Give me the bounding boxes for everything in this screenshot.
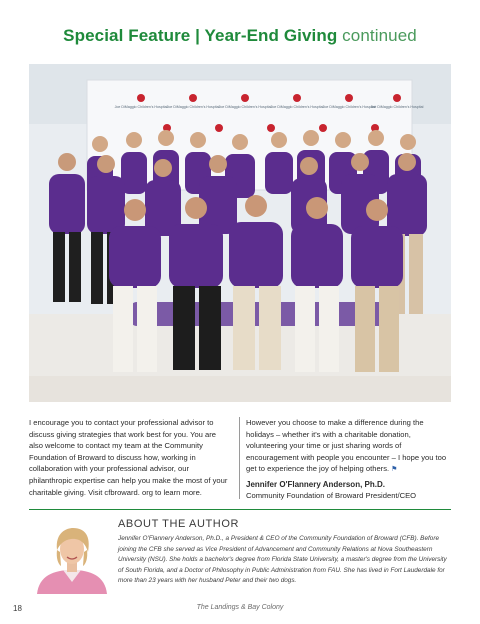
banner-text: Joe DiMaggio Children's Hospital	[370, 105, 424, 109]
signature-title: Community Foundation of Broward President/CEO	[246, 490, 417, 500]
column-divider	[239, 417, 240, 499]
header-continued: continued	[342, 26, 417, 45]
flag-icon: ⚑	[391, 466, 398, 474]
banner-text: Joe DiMaggio Children's Hospital	[166, 105, 220, 109]
publication-footer: The Landings & Bay Colony	[196, 604, 284, 611]
article-paragraph: I encourage you to contact your professional advisor to discuss giving strategies that work best for you. You are also welcome to contact my team at the Community Foundation of Broward to discuss how, working in collaboration with your professional advisor, our philanthropic expertise can help you make the most of your charitable giving. Visit cfbroward. org to learn more.	[29, 418, 228, 497]
author-bio: Jennifer O'Flannery Anderson, Ph.D., a President & CEO of the Community Foundation of Broward (CFB). Before joining the CFB she served as Vice President of Advancement and Community Relations at Nova Southeastern University (NSU). She holds a bachelor's degree from Florida State University, a master's degree from the University of South Florida, and a Doctor of Philosophy in Public Administration from FAU. She has lived in Fort Lauderdale for more than 23 years with her husband Peter and their two dogs.	[118, 535, 447, 585]
article-right-column	[246, 417, 451, 501]
header-title: Special Feature | Year-End Giving	[63, 26, 338, 45]
article-left-column	[29, 417, 231, 498]
banner-text: Joe DiMaggio Children's Hospital	[270, 105, 324, 109]
group-photo	[29, 64, 451, 402]
banner-text: Joe DiMaggio Children's Hospital	[114, 105, 168, 109]
page-number: 18	[13, 604, 22, 613]
signature-name: Jennifer O'Flannery Anderson, Ph.D.	[246, 479, 385, 489]
author-portrait	[33, 522, 111, 594]
banner-text: Joe DiMaggio Children's Hospital	[322, 105, 376, 109]
about-author-heading: ABOUT THE AUTHOR	[118, 518, 240, 530]
section-rule	[29, 509, 451, 510]
article-paragraph: However you choose to make a difference during the holidays – whether it's with a charitable donation, volunteering your time or just sharing words of encouragement with people you encounter – I hope you too get to experience the joy of helping others. ⚑	[246, 417, 451, 476]
page-header	[0, 26, 480, 46]
banner-text: Joe DiMaggio Children's Hospital	[218, 105, 272, 109]
